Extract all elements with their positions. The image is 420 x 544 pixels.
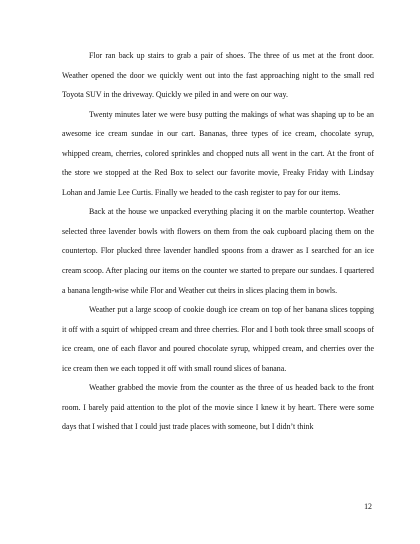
paragraph: Twenty minutes later we were busy putting the makings of what was shaping up to be an awesome ice cream sundae in our cart. Bananas, three types of ice cream, chocolate syrup, whipped cream, cherries, colored sprinkles and chopped nuts all went in the cart. At the front of the store we stopped at the Red Box to select our favorite movie, Freaky Friday with Lindsay Lohan and Jamie Lee Curtis. Finally we headed to the cash register to pay for our items.: [62, 109, 374, 197]
body-text: [62, 46, 374, 437]
page-number: 12: [364, 502, 372, 511]
paragraph: Weather grabbed the movie from the counter as the three of us headed back to the front room. I barely paid attention to the plot of the movie since I knew it by heart. There were some days that I wished that I could just trade places with someone, but I didn’t think: [62, 383, 374, 432]
paragraph: Weather put a large scoop of cookie dough ice cream on top of her banana slices topping it off with a squirt of whipped cream and three cherries. Flor and I both took three small scoops of ice cream, one of each flavor and poured chocolate syrup, whipped cream, and cherries over the ice cream then we each topped it off with small round slices of banana.: [62, 305, 374, 373]
paragraph: Back at the house we unpacked everything placing it on the marble countertop. Weather selected three lavender bowls with flowers on them from the oak cupboard placing them on the countertop. Flor plucked three lavender handled spoons from a drawer as I searched for an ice cream scoop. After placing our items on the counter we started to prepare our sundaes. I quartered a banana length-wise while Flor and Weather cut theirs in slices placing them in bowls.: [62, 207, 374, 295]
paragraph: Flor ran back up stairs to grab a pair of shoes. The three of us met at the front door. Weather opened the door we quickly went out into the fast approaching night to the small red Toyota SUV in the driveway. Quickly we piled in and were on our way.: [62, 51, 374, 100]
